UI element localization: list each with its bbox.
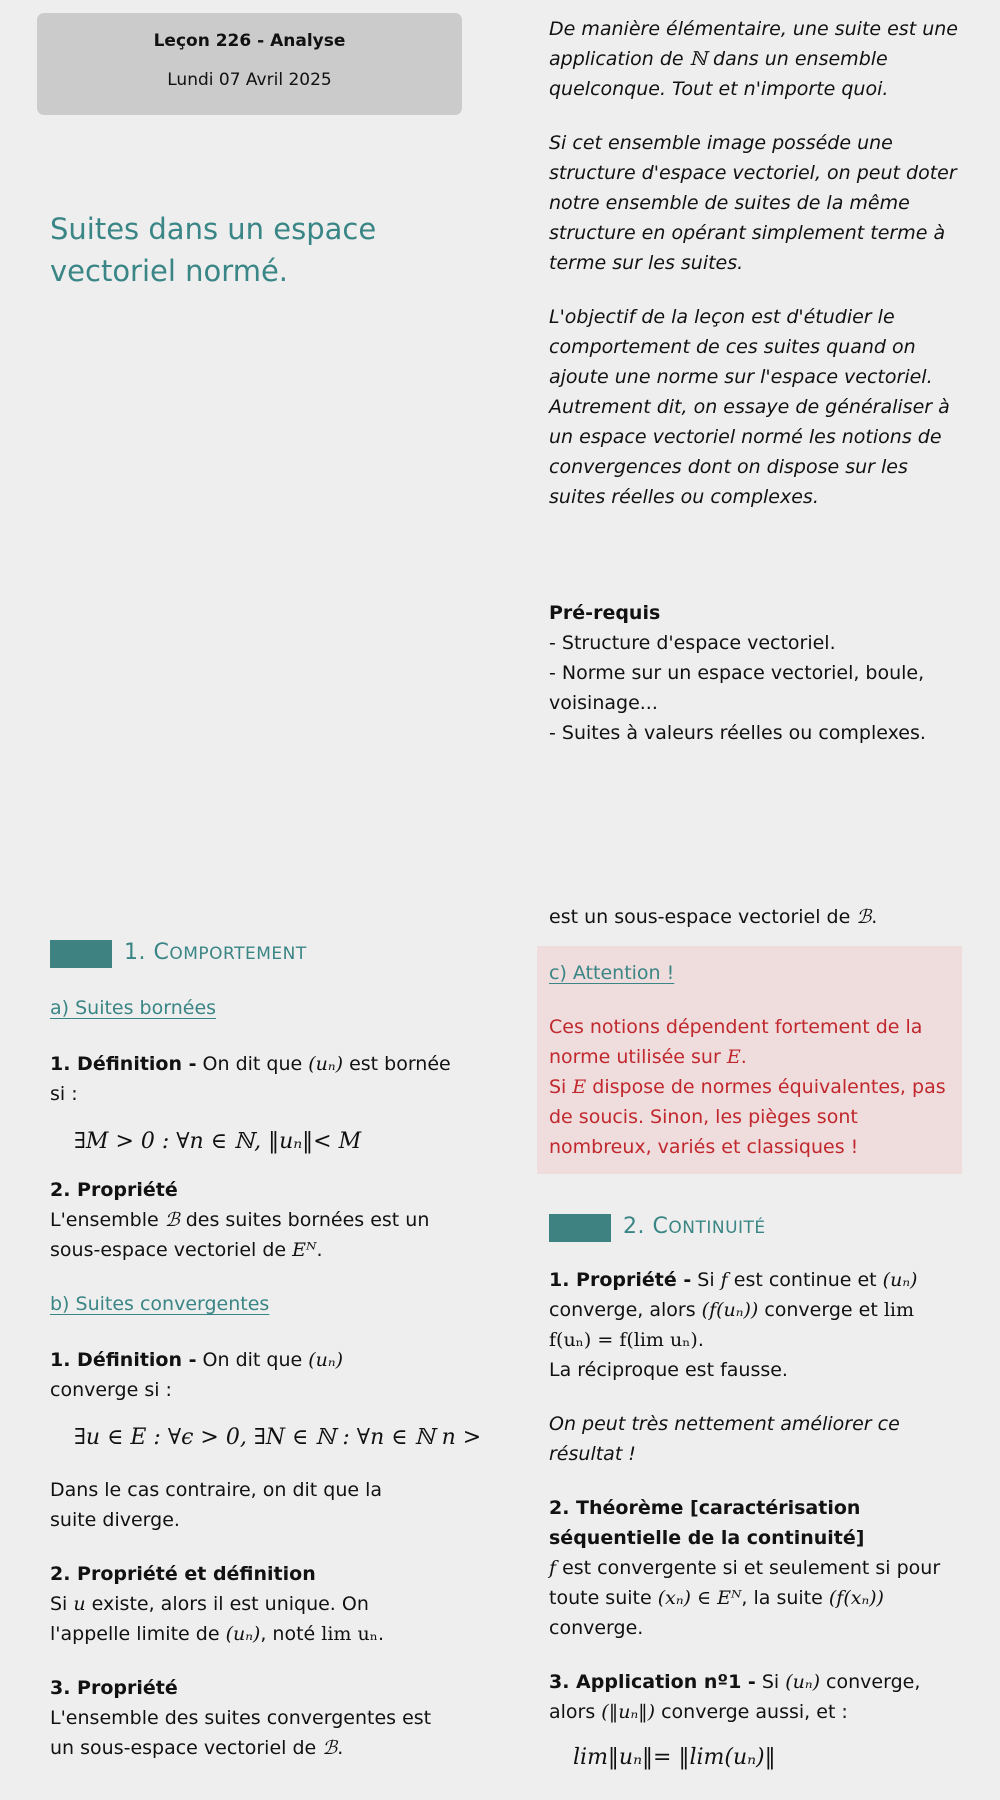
page-title: Suites dans un espace vectoriel normé. <box>50 212 377 288</box>
section-title: 1. COMPORTEMENT <box>124 940 307 965</box>
prereq-heading: Pré-requis <box>549 602 661 624</box>
section-heading <box>549 1212 959 1243</box>
application-norm: 3. Application nº1 - Si (uₙ) converge, alors (‖uₙ‖) converge aussi, et : <box>549 1671 921 1723</box>
subsection-attention[interactable]: c) Attention ! <box>549 962 675 984</box>
prereq-item: - Suites à valeurs réelles ou complexes. <box>549 722 926 744</box>
definition-bounded: 1. Définition - On dit que (uₙ) est bornée si : <box>50 1053 451 1105</box>
section-title: 2. CONTINUITÉ <box>623 1214 766 1239</box>
section-comportement <box>50 938 500 1763</box>
section-bar <box>50 940 112 968</box>
formula-convergent: ∃u ∈ E : ∀ϵ > 0, ∃N ∈ ℕ : ∀n ∈ ℕ n > <box>74 1425 482 1450</box>
intro-paragraph <box>549 14 969 104</box>
warning-text: Ces notions dépendent fortement de la norme utilisée sur E. Si E dispose de normes équivalentes, pas de soucis. Sinon, les pièges sont nombreux, variés et classiques ! <box>549 1016 946 1158</box>
property-convergent-subspace: 3. Propriété L'ensemble des suites convergentes est un sous-espace vectoriel de ℬ. <box>50 1677 432 1759</box>
intro-paragraph: L'objectif de la leçon est d'étudier le comportement de ces suites quand on ajoute une norme sur l'espace vectoriel. <box>549 306 933 388</box>
property-bounded-subspace: 2. Propriété L'ensemble ℬ des suites bornées est un sous-espace vectoriel de Eᴺ. <box>50 1179 430 1261</box>
intro-text: De manière élémentaire, une suite est une application de <box>549 18 958 70</box>
subsection-bounded[interactable]: a) Suites bornées <box>50 997 217 1019</box>
prereq-item: - Norme sur un espace vectoriel, boule, voisinage... <box>549 662 925 714</box>
intro-paragraph: Autrement dit, on essaye de généraliser à un espace vectoriel normé les notions de convergences dont on dispose sur les suites réelles ou complexes. <box>549 396 950 508</box>
property-limit-unique: 2. Propriété et définition Si u existe, alors il est unique. On l'appelle limite de (uₙ), noté lim uₙ. <box>50 1563 384 1645</box>
property-continuity: 1. Propriété - Si f est continue et (uₙ) converge, alors (f(uₙ)) converge et lim f(uₙ) = f(lim uₙ). La réciproque est fausse. <box>549 1269 918 1381</box>
lesson-date: Lundi 07 Avril 2025 <box>167 70 332 90</box>
math-naturals: ℕ <box>689 48 708 70</box>
lesson-number: Leçon 226 - Analyse <box>153 31 346 51</box>
section-bar <box>549 1214 611 1242</box>
divergence-text: Dans le cas contraire, on dit que la suite diverge. <box>50 1479 383 1531</box>
continued-text: est un sous-espace vectoriel de ℬ. <box>549 906 878 928</box>
theorem-sequential: 2. Théorème [caractérisation séquentielle de la continuité] f est convergente si et seulement si pour toute suite (xₙ) ∈ Eᴺ, la suite (f(xₙ)) converge. <box>549 1497 941 1639</box>
warning-box <box>537 946 962 1174</box>
intro-paragraph: Si cet ensemble image posséde une structure d'espace vectoriel, on peut doter notre ensemble de suites de la même structure en opérant simplement terme à terme sur les suites. <box>549 132 957 274</box>
lesson-header <box>37 13 462 115</box>
definition-convergent: 1. Définition - On dit que (uₙ) converge si : <box>50 1349 344 1401</box>
introduction <box>549 14 969 536</box>
formula-bounded: ∃M > 0 : ∀n ∈ ℕ, ‖uₙ‖< M <box>74 1129 362 1154</box>
improvement-note: On peut très nettement améliorer ce résultat ! <box>549 1413 900 1465</box>
subsection-convergent[interactable]: b) Suites convergentes <box>50 1293 270 1315</box>
section-continuite <box>549 1212 959 1773</box>
section-heading <box>50 938 500 969</box>
intro-text: dans un ensemble quelconque. Tout et n'importe quoi. <box>549 48 889 100</box>
formula-norm-limit: lim‖uₙ‖= ‖lim(uₙ)‖ <box>573 1745 776 1770</box>
prerequisites <box>549 598 969 748</box>
prereq-item: - Structure d'espace vectoriel. <box>549 632 836 654</box>
